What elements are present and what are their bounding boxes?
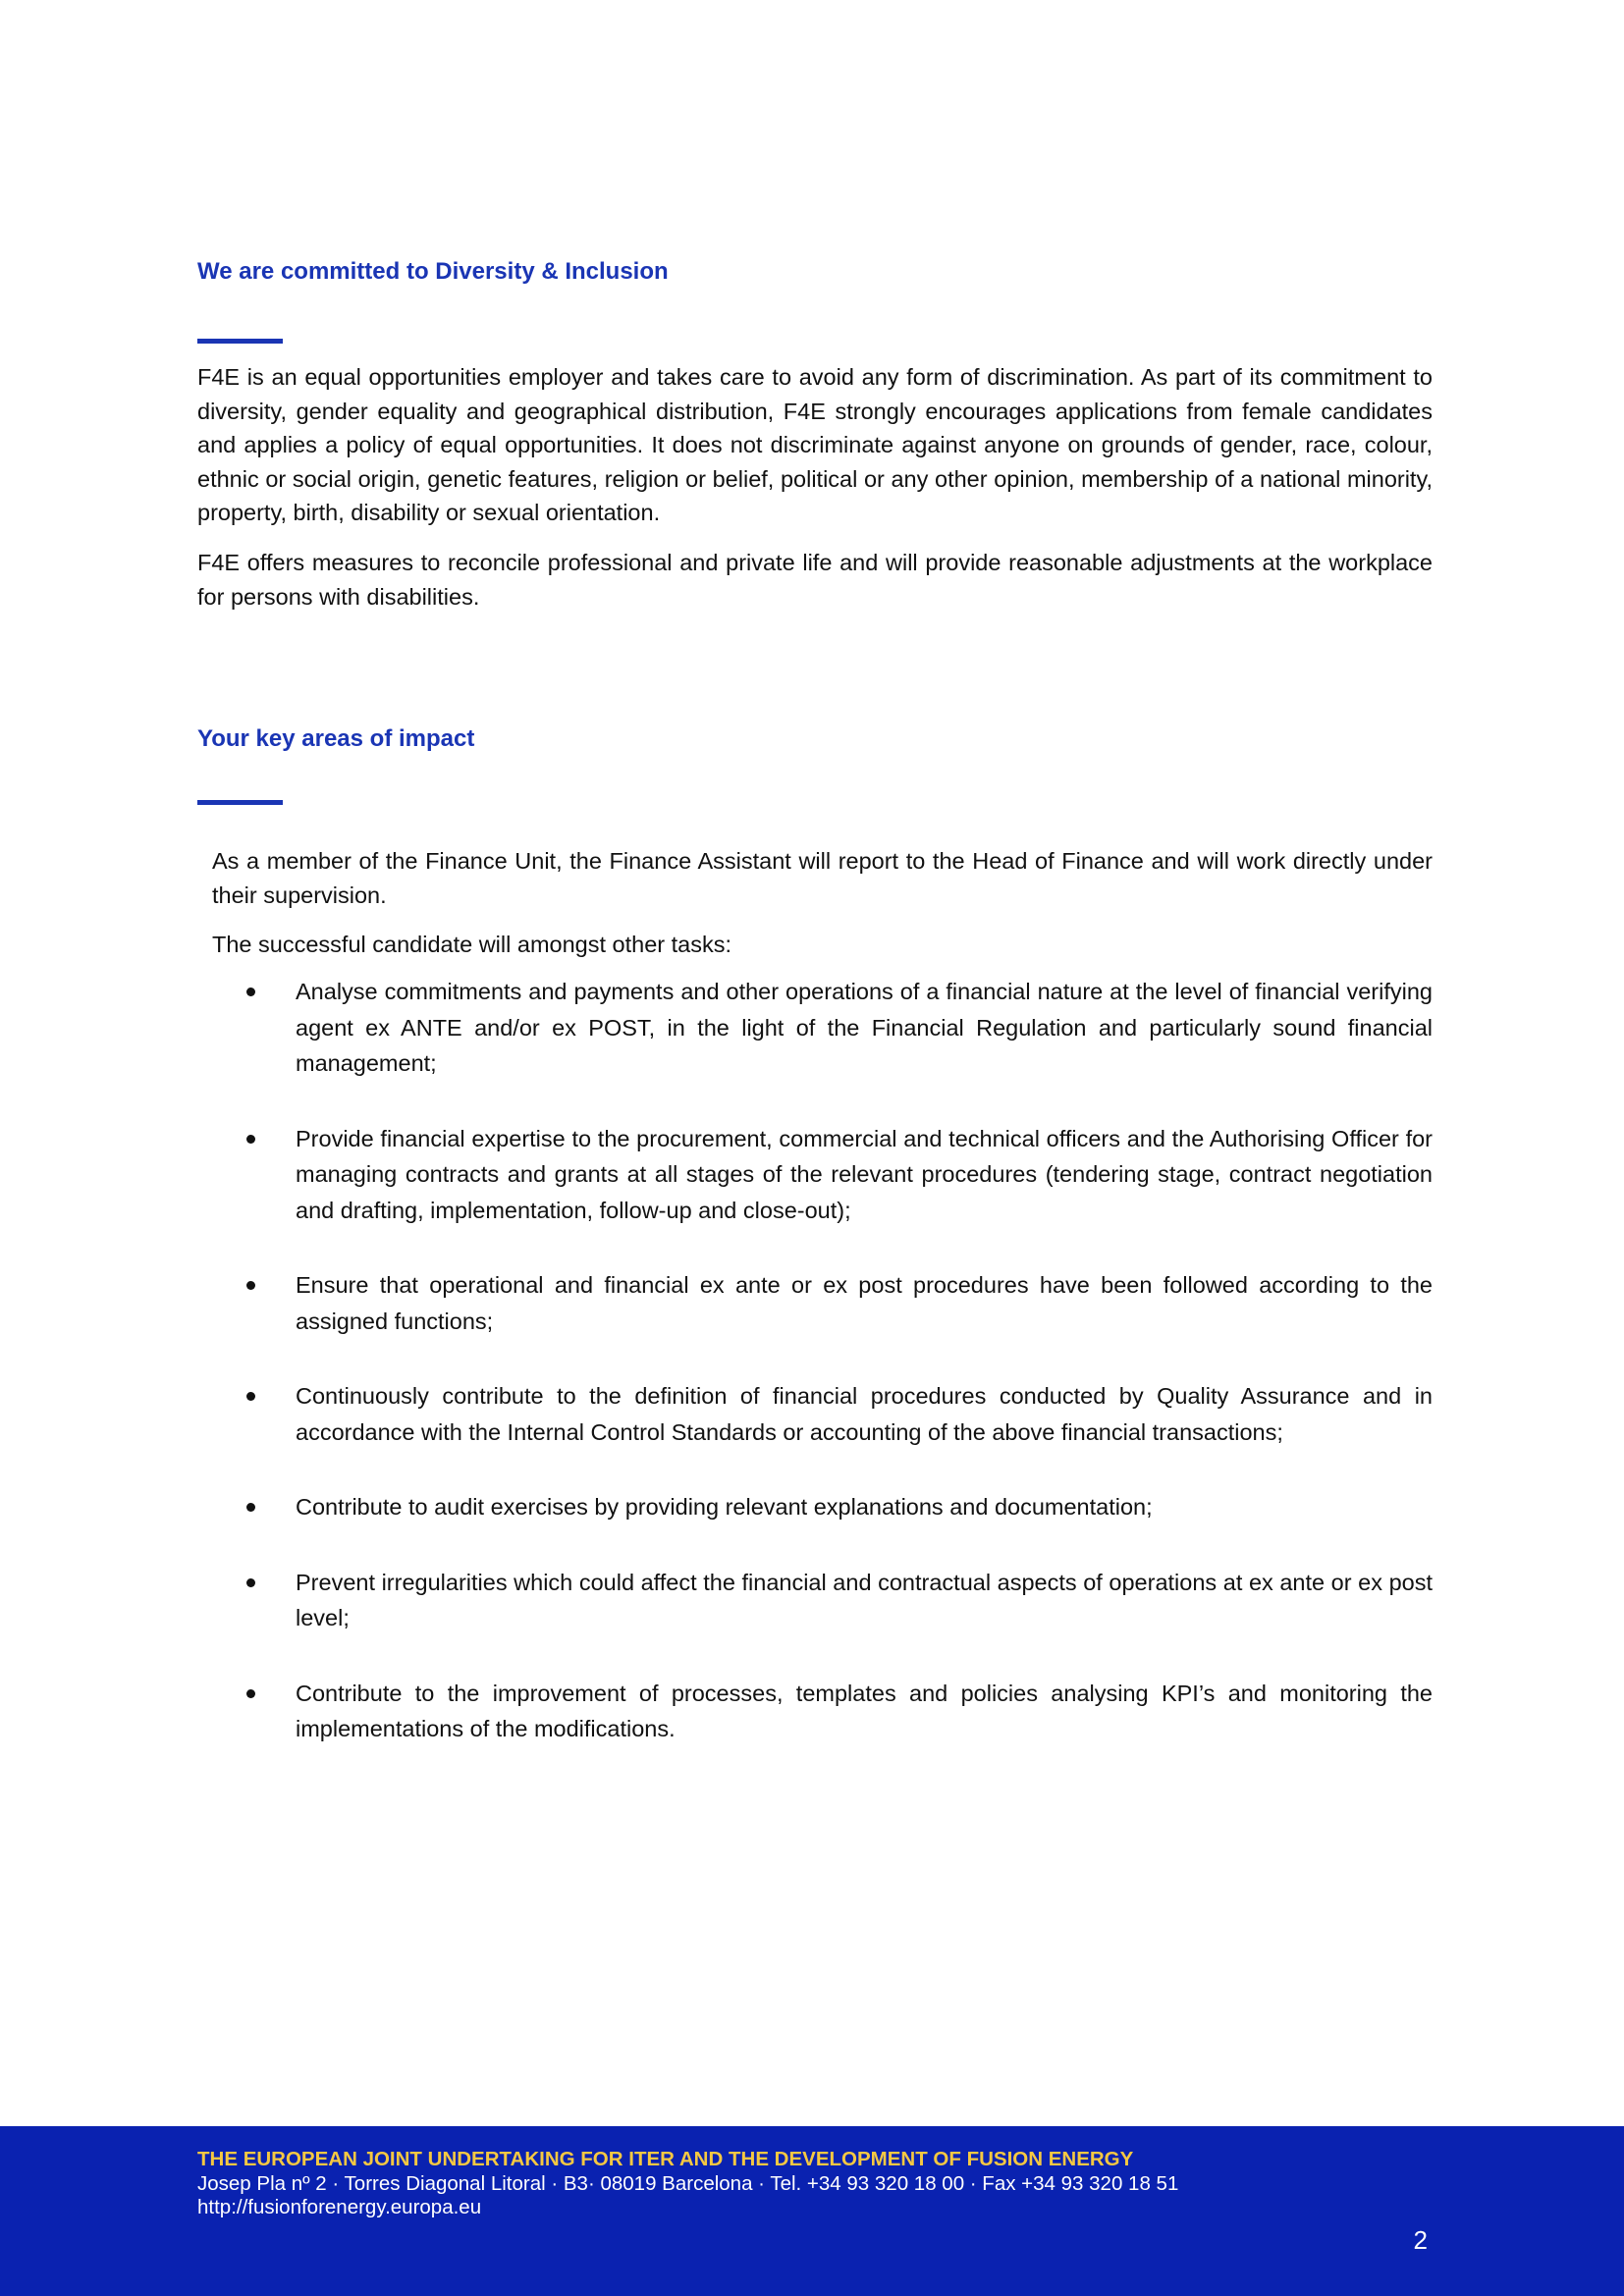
list-item bbox=[212, 1121, 1433, 1229]
organisation-address: Josep Pla nº 2 · Torres Diagonal Litoral · B3· 08019 Barcelona · Tel. +34 93 320 18 00 · Fax +34 93 320 18 51 bbox=[197, 2172, 1179, 2195]
bullet-icon bbox=[246, 1578, 255, 1587]
bullet-icon bbox=[246, 1503, 255, 1512]
list-item bbox=[212, 1489, 1433, 1525]
heading-underline bbox=[197, 339, 283, 344]
list-item bbox=[212, 1676, 1433, 1747]
list-item-text: Prevent irregularities which could affect the financial and contractual aspects of operations at ex ante or ex post level; bbox=[296, 1569, 1433, 1630]
bullet-icon bbox=[246, 988, 255, 996]
organisation-name: THE EUROPEAN JOINT UNDERTAKING FOR ITER AND THE DEVELOPMENT OF FUSION ENERGY bbox=[197, 2148, 1134, 2170]
tasks-list bbox=[212, 974, 1433, 1787]
bullet-icon bbox=[246, 1689, 255, 1698]
heading-underline bbox=[197, 800, 283, 805]
list-item bbox=[212, 1267, 1433, 1339]
bullet-icon bbox=[246, 1392, 255, 1401]
list-item-text: Ensure that operational and financial ex ante or ex post procedures have been followed according to the assigned functions; bbox=[296, 1272, 1433, 1334]
list-item bbox=[212, 1565, 1433, 1636]
list-item-text: Contribute to audit exercises by providing relevant explanations and documentation; bbox=[296, 1494, 1153, 1520]
list-item-text: Provide financial expertise to the procurement, commercial and technical officers and the Authorising Officer for managing contracts and grants at all stages of the relevant procedures (tendering stage, contract negotiation and drafting, implementation, follow-up and close-out); bbox=[296, 1125, 1433, 1223]
section-heading-impact: Your key areas of impact bbox=[197, 725, 475, 752]
bullet-icon bbox=[246, 1135, 255, 1144]
page-footer bbox=[0, 2126, 1624, 2296]
bullet-icon bbox=[246, 1281, 255, 1290]
reconcile-paragraph: F4E offers measures to reconcile professional and private life and will provide reasonable adjustments at the workplace for persons with disabilities. bbox=[197, 550, 1433, 610]
report-paragraph: As a member of the Finance Unit, the Finance Assistant will report to the Head of Finance and will work directly under their supervision. bbox=[212, 848, 1433, 908]
list-item-text: Contribute to the improvement of processes, templates and policies analysing KPI’s and monitoring the implementations of the modifications. bbox=[296, 1680, 1433, 1741]
list-item bbox=[212, 1378, 1433, 1450]
section-heading-diversity: We are committed to Diversity & Inclusion bbox=[197, 258, 669, 285]
list-item-text: Continuously contribute to the definition of financial procedures conducted by Quality Assurance and in accordance with the Internal Control Standards or accounting of the above financial transactions; bbox=[296, 1383, 1433, 1445]
list-item bbox=[212, 974, 1433, 1082]
list-item-text: Analyse commitments and payments and other operations of a financial nature at the level of financial verifying agent ex ANTE and/or ex POST, in the light of the Financial Regulation and particularly sound financial management; bbox=[296, 979, 1433, 1076]
diversity-paragraph: F4E is an equal opportunities employer and takes care to avoid any form of discrimination. As part of its commitment to diversity, gender equality and geographical distribution, F4E strongly encourages applications from female candidates and applies a policy of equal opportunities. It does not discriminate against anyone on grounds of gender, race, colour, ethnic or social origin, genetic features, religion or belief, political or any other opinion, membership of a national minority, property, birth, disability or sexual orientation. bbox=[197, 364, 1433, 525]
tasks-intro: The successful candidate will amongst other tasks: bbox=[212, 932, 732, 957]
page-number: 2 bbox=[1413, 2225, 1428, 2255]
organisation-website-link[interactable]: http://fusionforenergy.europa.eu bbox=[197, 2196, 482, 2218]
